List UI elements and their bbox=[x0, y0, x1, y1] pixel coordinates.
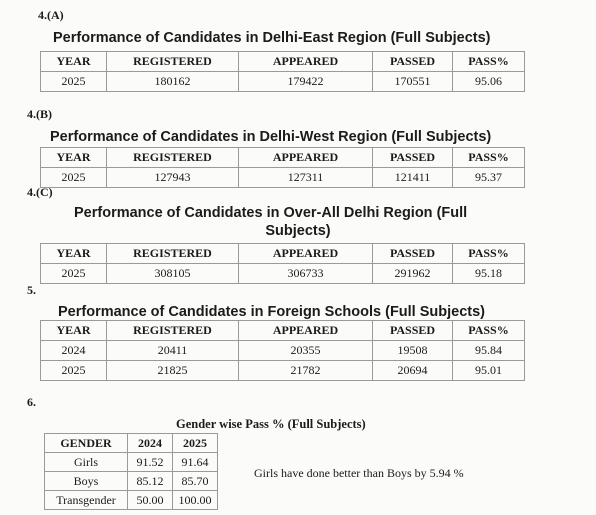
header-pass-percent: PASS% bbox=[453, 52, 525, 72]
header-appeared: APPEARED bbox=[239, 244, 373, 264]
table-overall-delhi bbox=[40, 243, 525, 284]
cell-gender: Boys bbox=[45, 472, 128, 491]
table-foreign-schools bbox=[40, 320, 525, 381]
table-header-row bbox=[41, 148, 525, 168]
cell-gender: Transgender bbox=[45, 491, 128, 510]
table-row bbox=[41, 264, 525, 284]
table-row bbox=[41, 168, 525, 188]
table-row bbox=[41, 72, 525, 92]
section-number-4a: 4.(A) bbox=[38, 8, 64, 22]
header-passed: PASSED bbox=[373, 52, 453, 72]
header-registered: REGISTERED bbox=[107, 244, 239, 264]
cell-registered: 20411 bbox=[107, 341, 239, 361]
table-row bbox=[41, 341, 525, 361]
header-passed: PASSED bbox=[373, 148, 453, 168]
table-row bbox=[45, 491, 218, 510]
section-title-foreign-schools: Performance of Candidates in Foreign Schools (Full Subjects) bbox=[58, 304, 486, 320]
table-header-row bbox=[41, 244, 525, 264]
cell-pass-percent: 95.37 bbox=[453, 168, 525, 188]
header-year: YEAR bbox=[41, 52, 107, 72]
header-registered: REGISTERED bbox=[107, 148, 239, 168]
cell-appeared: 21782 bbox=[239, 361, 373, 381]
cell-registered: 21825 bbox=[107, 361, 239, 381]
cell-passed: 291962 bbox=[373, 264, 453, 284]
section-number-4c: 4.(C) bbox=[27, 185, 53, 199]
cell-year: 2025 bbox=[41, 168, 107, 188]
header-pass-percent: PASS% bbox=[453, 244, 525, 264]
table-row bbox=[45, 472, 218, 491]
cell-appeared: 306733 bbox=[239, 264, 373, 284]
section-number-5: 5. bbox=[27, 283, 36, 297]
cell-passed: 121411 bbox=[373, 168, 453, 188]
cell-gender: Girls bbox=[45, 453, 128, 472]
header-2025: 2025 bbox=[173, 434, 218, 453]
cell-registered: 180162 bbox=[107, 72, 239, 92]
table-gender-wise bbox=[44, 433, 218, 510]
table-header-row bbox=[41, 321, 525, 341]
table-delhi-west bbox=[40, 147, 525, 188]
section-number-4b: 4.(B) bbox=[27, 107, 52, 121]
cell-pass-percent: 95.18 bbox=[453, 264, 525, 284]
header-appeared: APPEARED bbox=[239, 52, 373, 72]
header-gender: GENDER bbox=[45, 434, 128, 453]
cell-2024: 50.00 bbox=[128, 491, 173, 510]
cell-passed: 19508 bbox=[373, 341, 453, 361]
cell-appeared: 20355 bbox=[239, 341, 373, 361]
header-appeared: APPEARED bbox=[239, 321, 373, 341]
cell-2025: 91.64 bbox=[173, 453, 218, 472]
cell-registered: 308105 bbox=[107, 264, 239, 284]
cell-2025: 85.70 bbox=[173, 472, 218, 491]
cell-appeared: 127311 bbox=[239, 168, 373, 188]
section-number-6: 6. bbox=[27, 395, 36, 409]
cell-2024: 91.52 bbox=[128, 453, 173, 472]
table-row bbox=[45, 453, 218, 472]
table-header-row bbox=[41, 52, 525, 72]
section-title-overall-delhi-line1: Performance of Candidates in Over-All Delhi Region (Full bbox=[74, 205, 468, 221]
section-title-gender-wise: Gender wise Pass % (Full Subjects) bbox=[176, 417, 366, 431]
table-header-row bbox=[45, 434, 218, 453]
gender-comparison-note: Girls have done better than Boys by 5.94 % bbox=[254, 466, 464, 480]
cell-year: 2025 bbox=[41, 72, 107, 92]
section-title-delhi-east: Performance of Candidates in Delhi-East Region (Full Subjects) bbox=[53, 30, 491, 46]
header-appeared: APPEARED bbox=[239, 148, 373, 168]
header-registered: REGISTERED bbox=[107, 321, 239, 341]
header-year: YEAR bbox=[41, 321, 107, 341]
header-year: YEAR bbox=[41, 148, 107, 168]
cell-pass-percent: 95.84 bbox=[453, 341, 525, 361]
cell-year: 2025 bbox=[41, 264, 107, 284]
header-registered: REGISTERED bbox=[107, 52, 239, 72]
header-year: YEAR bbox=[41, 244, 107, 264]
cell-year: 2025 bbox=[41, 361, 107, 381]
section-title-overall-delhi-line2: Subjects) bbox=[265, 223, 331, 239]
table-row bbox=[41, 361, 525, 381]
header-pass-percent: PASS% bbox=[453, 321, 525, 341]
cell-pass-percent: 95.06 bbox=[453, 72, 525, 92]
header-2024: 2024 bbox=[128, 434, 173, 453]
section-title-delhi-west: Performance of Candidates in Delhi-West Region (Full Subjects) bbox=[50, 129, 492, 145]
cell-pass-percent: 95.01 bbox=[453, 361, 525, 381]
table-delhi-east bbox=[40, 51, 525, 92]
cell-2024: 85.12 bbox=[128, 472, 173, 491]
cell-passed: 20694 bbox=[373, 361, 453, 381]
header-passed: PASSED bbox=[373, 321, 453, 341]
cell-year: 2024 bbox=[41, 341, 107, 361]
cell-registered: 127943 bbox=[107, 168, 239, 188]
header-passed: PASSED bbox=[373, 244, 453, 264]
cell-passed: 170551 bbox=[373, 72, 453, 92]
cell-appeared: 179422 bbox=[239, 72, 373, 92]
header-pass-percent: PASS% bbox=[453, 148, 525, 168]
cell-2025: 100.00 bbox=[173, 491, 218, 510]
